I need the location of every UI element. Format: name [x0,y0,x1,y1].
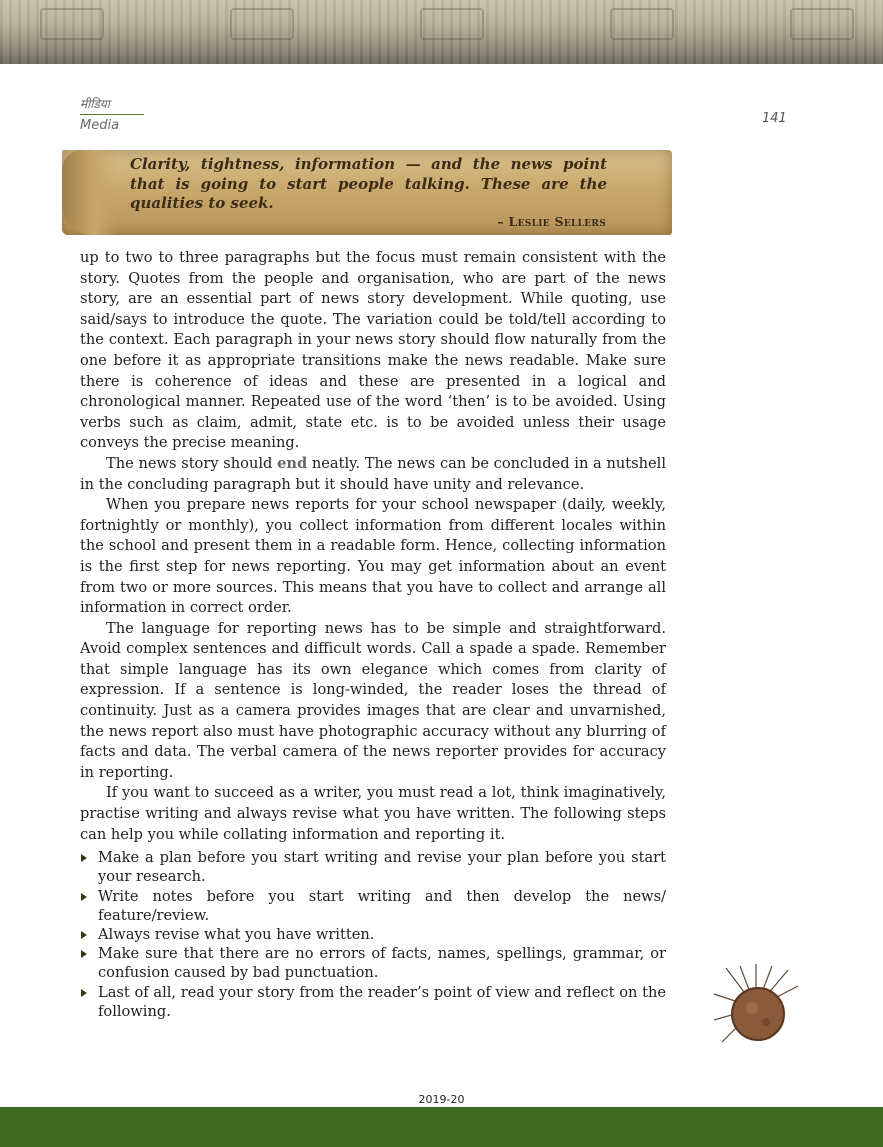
bullet-icon [81,931,87,939]
carving-ornament [790,8,854,40]
list-item-text: Make sure that there are no errors of facts, names, spellings, grammar, or confusion caused by bad punctuation. [98,945,666,982]
list-item-text: Always revise what you have written. [98,926,375,944]
list-item [80,944,666,982]
quote-author: – Leslie Sellers [497,214,606,229]
paragraph: When you prepare news reports for your school newspaper (daily, weekly, fortnightly or monthly), you collect information from different locales within the school and present them in a readable form. Hence, collecting information is the first step for news reporting. You may get information about an event from two or more sources. This means that you have to collect and arrange all information in correct order. [80,496,666,617]
list-item [80,848,666,886]
main-text [80,248,666,1021]
header-english-title: Media [80,118,120,133]
carving-ornament [420,8,484,40]
footer-band [0,1107,883,1147]
quote-scroll [62,150,672,235]
page-number: 141 [762,111,787,126]
list-item [80,887,666,925]
carving-ornament [40,8,104,40]
list-item-text: Make a plan before you start writing and revise your plan before you start your research. [98,849,666,886]
text-run: neatly. The news can be concluded in a nutshell in the concluding paragraph but it should have unity and relevance. [80,454,666,493]
carving-ornament [610,8,674,40]
list-item-text: Write notes before you start writing and then develop the news/ feature/review. [98,887,666,924]
list-item-text: Last of all, read your story from the reader’s point of view and reflect on the following. [98,983,666,1020]
header-hindi-title: मीडिया [80,95,144,115]
running-header [80,95,144,133]
shield-arrows-icon [712,964,800,1052]
paragraph: If you want to succeed as a writer, you must read a lot, think imaginatively, practise writing and always revise what you have written. The following steps can help you while collating information and reporting it. [80,784,666,843]
quote-text: Clarity, tightness, information — and the news point that is going to start people talking. These are the qualities to seek. [130,155,607,212]
decorative-header-band [0,0,883,64]
steps-list [80,848,666,1021]
paragraph: The language for reporting news has to be simple and straightforward. Avoid complex sentences and difficult words. Call a spade a spade. Remember that simple language has its own elegance which comes from clarity of expression. If a sentence is long-winded, the reader loses the thread of continuity. Just as a camera provides images that are clear and unvarnished, the news report also must have photographic accuracy without any blurring of facts and data. The verbal camera of the news reporter provides for accuracy in reporting. [80,619,666,781]
bullet-icon [81,950,87,958]
edition-year: 2019-20 [418,1093,465,1106]
list-item [80,925,666,944]
paragraph: up to two to three paragraphs but the focus must remain consistent with the story. Quotes from the people and organisation, who are part of the news story, are an essential part of news story development. While quoting, use said/says to introduce the quote. The variation could be told/tell according to the context. Each paragraph in your news story should flow naturally from the one before it as appropriate transitions make the news readable. Make sure there is coherence of ideas and these are presented in a logical and chronological manner. Repeated use of the word ‘then’ is to be avoided. Using verbs such as claim, admit, state etc. is to be avoided unless their usage conveys the precise meaning. [80,249,666,452]
list-item [80,983,666,1021]
bullet-icon [81,854,87,862]
bullet-icon [81,893,87,901]
bullet-icon [81,989,87,997]
text-run: The news story should [106,454,278,472]
carving-ornament [230,8,294,40]
paragraph [80,454,666,495]
keyword-end: end [277,454,308,472]
